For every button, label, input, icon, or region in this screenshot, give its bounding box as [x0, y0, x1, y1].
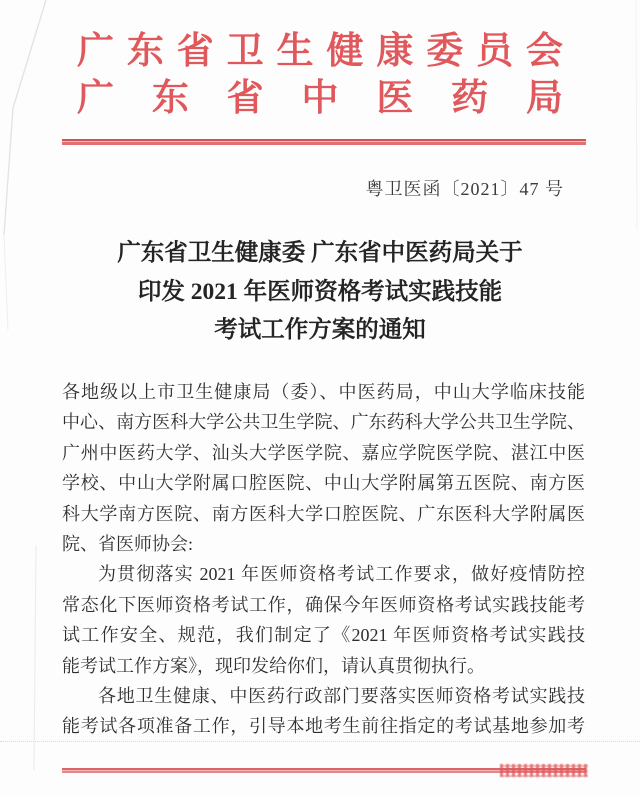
org-name-line1: 广东省卫生健康委员会	[77, 31, 563, 72]
recipients-line: 各地级以上市卫生健康局（委）、中医药局，中山大学临床技能	[62, 382, 585, 402]
paragraph1-line: 为贯彻落实 2021 年医师资格考试工作要求，做好疫情防控	[98, 564, 585, 585]
paragraph2-line: 能考试各项准备工作，引导本地考生前往指定的考试基地参加考	[62, 716, 585, 737]
paragraph1-line: 常态化下医师资格考试工作，确保今年医师资格考试实践技能考	[62, 594, 585, 615]
scan-fold-line	[0, 741, 640, 742]
recipients-line: 学校、中山大学附属口腔医院、中山大学附属第五医院、南方医	[62, 473, 585, 494]
doc-body	[62, 377, 585, 742]
letterhead	[77, 28, 563, 122]
doc-number: 粤卫医函〔2021〕47 号	[365, 179, 564, 199]
watermark-artifact	[500, 764, 588, 777]
recipients-line: 广州中医药大学、汕头大学医学院、嘉应学院医学院、湛江中医	[62, 442, 585, 463]
recipients-line: 科大学南方医院、南方医科大学口腔医院、广东医科大学附属医	[62, 503, 585, 524]
recipients-salutation: 院、省医师协会:	[62, 534, 194, 555]
doc-title	[0, 234, 640, 350]
doc-title-line3: 考试工作方案的通知	[214, 317, 426, 343]
recipients-line: 中心、南方医科大学公共卫生学院、广东药科大学公共卫生学院、	[62, 412, 585, 433]
doc-title-line2: 印发 2021 年医师资格考试实践技能	[137, 278, 503, 305]
doc-title-line1: 广东省卫生健康委 广东省中医药局关于	[117, 240, 523, 266]
org-name-line2: 广东省中医药局	[77, 78, 563, 119]
letterhead-rule	[62, 139, 586, 145]
paragraph1-line: 能考试工作方案》，现印发给你们，请认真贯彻执行。	[62, 655, 485, 676]
paragraph2-line: 各地卫生健康、中医药行政部门要落实医师资格考试实践技	[98, 686, 585, 707]
paragraph1-line: 试工作安全、规范，我们制定了《2021 年医师资格考试实践技	[62, 625, 585, 646]
